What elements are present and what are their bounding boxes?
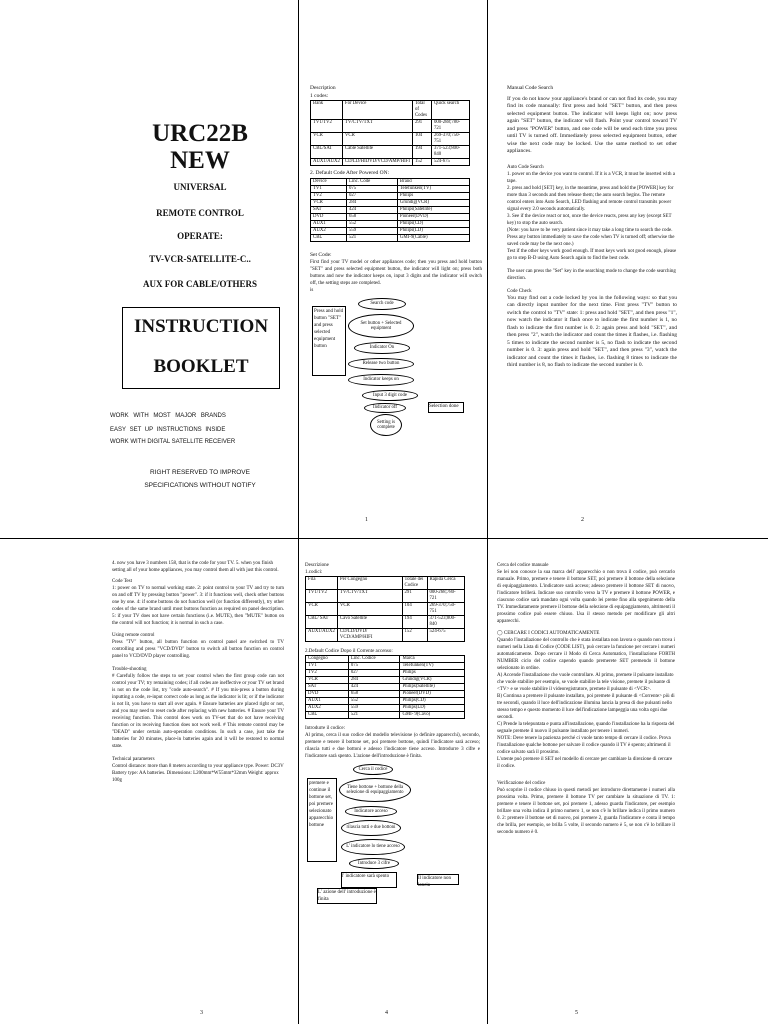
page4-codes-table [305,576,465,642]
table-header: Brand [397,178,469,185]
tech-text: Control distance: more than 8 meters according to your appliance type. Power: DC3V Battery type: AA batteries. Dimensions: L200mm*W55mm*32mm Weight: approx 100g [112,764,284,783]
manual-search-it-text: Se lei non conosce la sua marca dell' apparecchio o non trova il codice, può cercarlo manuale. Primo, premere e tenere il bottone SET, poi premere il bottone della selezione di equipaggiamento. L'indicatore sarà acceso; adesso premere il bottone SET di nuovo, l'indicatore brillerà. Indicare suo controllo verso la TV e premere il bottone POWER, e ciascuno codice sarà mandato ogni volta quando lei preme fino alla spegnimento della TV. Immediatamente premere il bottone della selezione di equipaggiamento, altrimenti il prossimo codice può essere chiuso. Usa il stesso metodo per modificare gli altri apparecchi. [497,570,675,624]
table-cell: DVD [311,213,347,220]
code-check-text: You may find out a code locked by you in the following ways: so that you can directly input number for the next time. First press "TV" button to switch the control to "TV" state: 1: press and hold "SET", and then press "1", now watch the indicator it flash once to indicate the first number is 1, no flash to indicate the first number is 0. 2: again press and hold "SET", and then press "2", watch the indicator and count the times it flashes, i.e. flashing 5 times to indicate the second number is 5, no flash to indicate the second number is 0. 3: again press and hold "SET", and then press "3", watch the indicator and count the times it flashes, i.e. flashing 8 times to indicate the third number is 8, no flash to indicate the second number is 0. [507,294,677,368]
table-row [306,705,465,712]
page-4 [305,562,480,1022]
default-code-table [310,178,470,242]
flow-release: Release two button [348,358,414,370]
set-code-text: First find your TV model or other appliances code; then you press and hold button "SET" and press selected equipment button, the indicator will light on; press both buttons and now the indicator keeps on, input 3 digits and the indicator will switch off, the setting steps are completed. [310,260,482,286]
set-code-is: is [310,288,314,293]
table-header: Linc. Codice [348,656,400,663]
table-cell: AUX2 [306,705,349,712]
manual-search-title: Manual Code Search [507,85,554,91]
table-header: For Device [342,101,412,120]
page-3 [112,560,284,1020]
table-cell: 371-523;800-840 [427,616,464,629]
table-row [306,663,465,670]
auto-search-it-item: C) Prende la telepuntata e punta all'installazione, quando l'installazione ha la risposta del segnale premete il nuovo il pulsante installato per tenere i numeri. [497,722,675,734]
page-1 [310,85,482,535]
table-cell: Philips(CD) [400,698,465,705]
flow-search-code: Search code [358,298,406,310]
page4-desc-title: Descrizione [305,563,329,568]
table-cell: 524-675 [431,159,469,166]
remote-use-title: Using remote control [112,633,155,638]
table-cell: 291 [412,120,431,133]
table-cell: 658 [348,691,400,698]
remote-control-label: REMOTE CONTROL [156,208,244,218]
table-row [306,712,465,719]
table-cell: Philips [397,192,469,199]
flow-input-digits: Input 3 digit code [362,390,418,401]
flow-note-box: Il indicatore non lancia [417,874,459,885]
table-row [311,192,470,199]
table-cell: VCR [311,133,343,146]
table-cell: 000-268;780-721 [427,590,464,603]
page4-default-title: 2.Default Codice Dopo il Corrente accenso: [305,649,393,654]
fold-line-left [298,0,299,1024]
table-header: Fila [306,577,338,590]
table-header-row [311,178,470,185]
description-title: Description [310,85,336,91]
auto-search-text-2: Test if the other keys work good enough. If most keys work not good enough, please go to step B-D using Auto Search again to find the best code. [507,248,677,261]
auto-search-it-text: Quando l'installazione del controllo che è stata installata non lavora o quando non trova i numeri nella Lista di Codice (CODE LIST), può cercare la funzione per cercare i numeri automaticamente. Dopo cercare il Modo di Cerca Automatico, l'installazione FORTH NUMBER ciclo del codice capendo quando premerete SET premendo il bottone selezionato in ordine. [497,638,675,671]
auto-search-text-3: The user can press the "Set" key in the searching mode to change the code searching direction. [507,268,676,281]
auto-search-it-item: A) Accende l'installazione che vuole controllare. Al primo, premete il pulsante installato che vuole stabilire per esempio, se vuole stabilire la tele visione, premete il pulsante di <TV> e se vuole stabilire il videoregistratore, premete il pulsante di <VCR>. [497,673,674,692]
auto-search-it-title-text: CERCARE I CODICI AUTOMATICAMENTE [503,631,600,636]
flow-complete: Setting is complete [370,414,402,436]
verify-code-title: Verificazione del codice [497,781,546,786]
page3-intro: 4. now you have 3 numbers 158, that is the code for your TV. 5. when you finish setting all of your home appliances, you may control them all with just this control. [112,561,279,573]
table-cell: DVD [306,691,349,698]
table-row [311,213,470,220]
table-row [306,603,465,616]
table-cell: 424 [346,206,397,213]
table-cell: Pioneer(DVD) [400,691,465,698]
table-row [311,206,470,213]
table-cell: Philips(CD) [397,220,469,227]
feature-line-3: WORK WITH DIGITAL SATELLITE RECEIVER [110,439,236,445]
table-cell: 291 [402,590,427,603]
auto-search-note: (Note: you have to be very patient since it may take a long time to search the code. Press any button immediately to save the code when TV is turned off; otherwise the saved code may be the next one.) [507,227,675,247]
table-header: Congegno [306,656,349,663]
page-number-3: 3 [200,1010,203,1016]
flow-set-button: Tiene bottone + bottone della selezione di equipaggiamento [339,778,411,802]
table-cell: TV1/TV2 [311,120,343,133]
table-header: Total of Codes [412,101,431,120]
table-cell: Philips(Satellite) [397,206,469,213]
flow-input-digits: Introduce 3 cifre [349,858,399,869]
page-number-1: 1 [365,517,368,523]
code-check-title: Code Check [507,288,532,294]
codes-label: 1 codes: [310,92,329,99]
table-row [311,185,470,192]
table-cell: 559 [346,227,397,234]
table-cell: 559 [348,705,400,712]
table-cell: VCR [306,677,349,684]
table-cell: CBL [311,234,347,241]
table-cell: VCR [306,603,338,616]
table-cell: 521 [348,712,400,719]
set-code-title: Set Code: [310,251,332,258]
page-number-2: 2 [581,517,584,523]
feature-line-2: EASY SET UP INSTRUCTIONS INSIDE [110,427,226,433]
table-row [311,227,470,234]
table-header: Totale dei Codice [402,577,427,590]
table-cell: AUX1/AUX2 [311,159,343,166]
table-cell: 075 [346,185,397,192]
table-row [306,670,465,677]
table-row [311,146,470,159]
page4-codes-label: 1.codici: [305,570,323,575]
table-cell: TV2 [311,192,347,199]
table-row [306,629,465,642]
flow-left-box: Press and hold button "SET" and press selected equipment button [312,306,346,376]
trouble-text: # Carefully follow the steps to set your control when the first group code can not control your TV; try remaining codes; if all codes are ineffective or your TV set brand is not on the code list, try "code auto-search". # If you mis-press a button during inputting a code, re-input correct code as long as the indicator is lit; or if the indicator is not lit, you have to start all over again. # Ensure batteries are placed right or not, and you may need to reset code after replacing with new batteries. # Ensure your TV receiving function. This control does work on TV-set that do not have receiving function or its receiving function does not work well. # This remote control may be "DEAD" under certain auto-operation conditions. In such a case, just take the batteries for 20 minutes, place-in batteries again and it will be restored to normal state. [112,674,284,749]
table-cell: SAT [311,206,347,213]
table-cell: Cavo Satellite [337,616,402,629]
table-row [311,133,470,146]
table-cell: 521 [346,234,397,241]
table-cell: Philips(LD) [400,705,465,712]
flow-note-box: Selection done [428,402,464,413]
table-cell: CBL [306,712,349,719]
insert-code-flowchart [305,764,480,904]
fold-line-middle [0,538,768,539]
page-number-5: 5 [575,1010,578,1016]
table-row [306,590,465,603]
table-header: Rapida Cerca [427,577,464,590]
table-row [311,199,470,206]
table-cell: 284 [346,199,397,206]
tech-title: Technical parameters [112,757,155,762]
table-row [306,677,465,684]
table-cell: 027 [348,670,400,677]
default-code-title: 2. Default Code After Powered ON: [310,170,390,176]
table-cell: 104 [402,603,427,616]
devices-label: TV-VCR-SATELLITE-C.. [149,254,251,264]
trouble-title: Trouble-shooting [112,667,147,672]
table-cell: SAT [306,684,349,691]
table-cell: CD/LD/HIDVD/VCD/AMP/HIFI [342,159,412,166]
flow-indicator-on: Indicator On [354,342,410,354]
table-header: Linc. Code [346,178,397,185]
table-cell: 371-523;800-840 [431,146,469,159]
table-cell: AUX1 [306,698,349,705]
table-row [311,220,470,227]
table-header-row [306,656,465,663]
table-cell: 284 [348,677,400,684]
new-label: NEW [170,147,230,174]
code-test-title: Code Test [112,579,132,584]
table-cell: 152 [402,629,427,642]
table-cell: TV2 [306,670,349,677]
table-cell: 658 [346,213,397,220]
table-cell: Philips [400,670,465,677]
table-cell: Grundig(VCR) [397,199,469,206]
table-cell: Pioneer(DVD) [397,213,469,220]
table-cell: CD/LD/DVD/ VCD/AMP/HIFI [337,629,402,642]
table-cell: 552 [348,698,400,705]
flow-keeps-on: Indicator keeps on [348,374,414,386]
table-cell: 194 [402,616,427,629]
manual-search-text: If you do not know your appliance's brand or can not find its code, you may find its code manually: first press and hold "SET" button, and then press selected equipment button. The indicator will keeps light on; now press again "SET" button, the indicator will flash. Point your control toward TV and press "POWER" button, and one code will be send each time you press until TV is turned off. Immediately press selected equipment button, other wise the next code may be locked. Use the same method to set other appliances. [507,95,677,154]
table-cell: 194 [412,146,431,159]
auto-search-title: Auto Code Search [507,164,544,170]
booklet-box [122,307,280,389]
table-row [306,698,465,705]
insert-code-title: Introdurre il codice: [305,726,345,731]
fold-line-right [487,0,488,1024]
table-cell: AUX2 [311,227,347,234]
page-number-4: 4 [385,1010,388,1016]
table-row [311,234,470,241]
table-cell: 104 [412,133,431,146]
auto-search-it-note-2: L'utente può premere il SET nel modello di cercare per cambiare la direzione di cercare il codice. [497,757,673,769]
table-header: Marca [400,656,465,663]
cover-panel [110,95,290,515]
codes-table [310,100,470,166]
auto-search-item: 3. See if the device react or not, once the device reacts, press any key (except SET key) to stop the auto search. [507,213,672,226]
insert-code-text: Al primo, cerca il suo codice del modello televisione (o definire apparecchi), secondo, premere e tenere il bottone set, poi premere bottone, quindi l'indicatore sarà acceso; rilascia tutti e due bottoni e adesso l'indicatore tiene acceso. Introdurre 3 cifre e l'indicatore sarà spento. L'azione dell'introduzione è finita. [305,733,480,759]
table-cell: GMI- 9(Cavo) [400,712,465,719]
table-cell: Philips(Satellite) [400,684,465,691]
instruction-label: INSTRUCTION [133,316,269,337]
table-header: Bank [311,101,343,120]
table-header-row [311,101,470,120]
booklet-label: BOOKLET [153,356,249,377]
table-header: Device [311,178,347,185]
table-cell: Telefunken(TV) [400,663,465,670]
table-cell: Telefunken(TV) [397,185,469,192]
universal-label: UNIVERSAL [173,182,227,192]
set-code-flowchart [310,298,482,428]
table-cell: 269-370;750-751 [431,133,469,146]
table-cell: 552 [346,220,397,227]
table-cell: TV/CTV/TXT [342,120,412,133]
table-cell: 000-288;780-721 [431,120,469,133]
table-cell: Grundig(VCR) [400,677,465,684]
table-cell: AUX1/AUX2 [306,629,338,642]
table-cell: CBL/ SAT [306,616,338,629]
flow-off-box: l' indicatore sarà spento [341,872,397,888]
table-cell: 269-370;750-751 [427,603,464,616]
flow-search-code: Cerca il codice [353,764,393,775]
auto-search-it-item: B) Continua a premere il pulsante installato, poi premete il pulsante di <Corrente> più di tre secondi, quando il luce dell'indicazione illumina lancia la presa di due pulsanti nello stesso tempo e questo momento il luce dell'indicazione lampeggia una volta ogni due secondi. [497,694,675,720]
flow-rilascia: rilascia tutti e due bottoni [341,820,401,836]
circle-bullet-icon: ◯ [497,631,503,636]
table-header-row [306,577,465,590]
table-cell: TV1 [306,663,349,670]
auto-search-item: 1. power on the device you want to control. If it is a VCR, it must be inserted with a tape. [507,171,675,184]
flow-left-box: premere e continue il bottone set, poi premere selezionato apparecchio bottone [307,778,337,862]
table-cell: AUX1 [311,220,347,227]
page-5 [497,562,675,1022]
table-row [311,120,470,133]
model-title: URC22B [152,120,248,147]
table-cell: Cable Satellite [342,146,412,159]
rights-line-1: RIGHT RESERVED TO IMPROVE [150,469,250,476]
table-cell: Philips(LD) [397,227,469,234]
table-cell: GMI-9(Cable) [397,234,469,241]
auto-search-it-note: NOTE: Deve tenere la pazienza perché ci vuole tanto tempo di cercare il codice. Prova l'installazione qualche bottone per salvare il codice quando il TV è spento; altrimenti il codice salvato sarà il prossimo. [497,736,671,755]
manual-search-it-title: Cerca del codice manuale [497,563,549,568]
table-row [306,691,465,698]
aux-label: AUX FOR CABLE/OTHERS [142,279,258,289]
page4-default-table [305,655,465,719]
table-cell: TV1/TV2 [306,590,338,603]
feature-line-1: WORK WITH MOST MAJOR BRANDS [110,413,226,419]
auto-search-item: 2. press and hold [SET] key, in the meantime, press and hold the [POWER] key for more than 3 seconds and then release them; the auto search begins. The remote control enters into Auto Search, LED flashing and remote control transmits power signal every 2.0 seconds automatically. [507,185,674,212]
flow-tiene: L' indicatore lo tiene acceso [341,839,405,855]
table-cell: VCR [342,133,412,146]
rights-line-2: SPECIFICATIONS WITHOUT NOTIFY [144,482,256,489]
flow-indicator-acceso: Indicatore acceso [345,806,397,817]
table-cell: 075 [348,663,400,670]
table-header: Quick search [431,101,469,120]
code-test-text: 1: power on TV to normal working state. 2: point control to your TV and try to turn on and off TV by pressing button "power". 3: if it functions well, check other buttons one by one. 4: if some buttons do not function well (or function differently), try other codes of the same brand until most buttons function as required on panel description. 5: if your TV does not have certain functions (i.e. MUTE), then "MUTE" button on the control will not function; it is normal in such a case. [112,586,284,626]
operate-label: OPERATE: [177,231,223,241]
page-2 [507,85,677,535]
flow-set-button: Set button + Selected equipment [348,314,414,338]
flow-complete-box: L' azione dell' introduzione è finita [318,890,376,902]
table-cell: 152 [412,159,431,166]
remote-use-text: Press "TV" button, all button function on control panel are switched to TV controlling and press "VCD/DVD" button to switch all button function on control panel to VCD/DVD player controlling. [112,640,284,659]
table-row [311,159,470,166]
table-cell: VCR [311,199,347,206]
flow-indicator-off: Indicator off [364,403,406,413]
table-cell: 027 [346,192,397,199]
table-cell: 524-675 [427,629,464,642]
verify-code-text: Può scoprire il codice chiuso in questi metodi per introdurre direttamente i numeri alla prossima volta. Primo, premere il bottone TV per cambiare la situazione di TV. 1: premere e tenere il bottone set, poi premere 1, adesso guarda l'indicatore, per esempio brillare una volta indica il primo numero 1, se non c'è lo brillare indica il primo numero 0. 2: premere il bottone set di nuovo, poi premere 2, guarda l'indicatore e conta il tempo che brilla, per esempio, se brilla 5 volte, il secondo numero è 5, se non c'è lo brillare il secondo numero è 0. [497,788,675,835]
table-cell: TV/CTV/TXT [337,590,402,603]
table-header: Per Congegno [337,577,402,590]
table-row [306,684,465,691]
table-row [306,616,465,629]
auto-search-it-title [497,630,675,637]
table-cell: 424 [348,684,400,691]
table-cell: CBL/SAT [311,146,343,159]
table-cell: TV1 [311,185,347,192]
table-cell: VCR [337,603,402,616]
